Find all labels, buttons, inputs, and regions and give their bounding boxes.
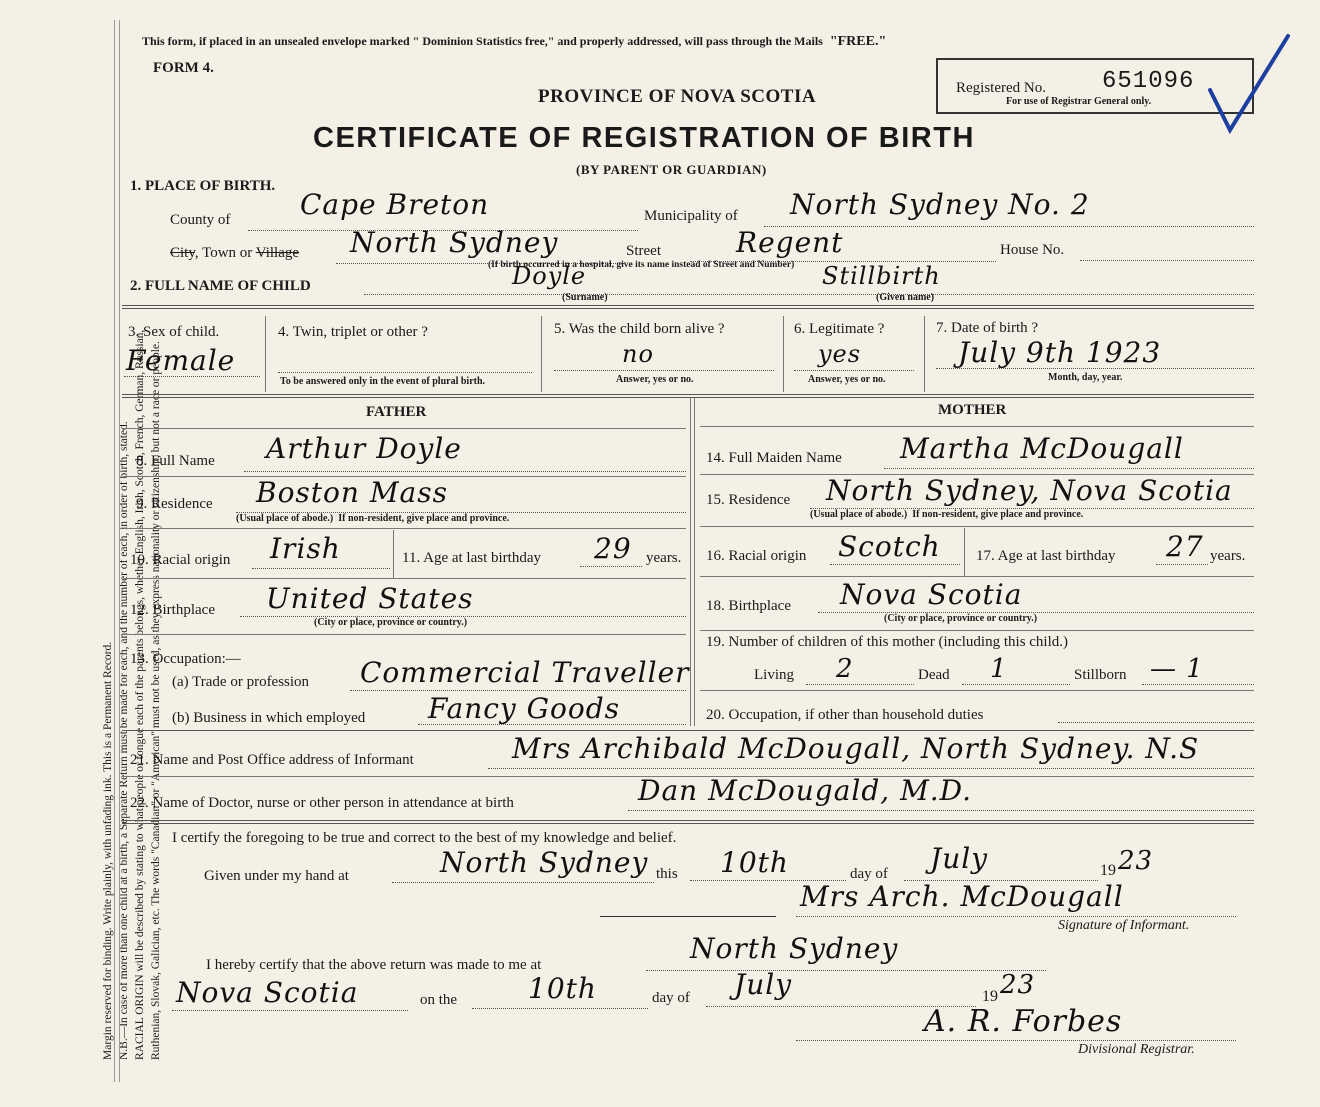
father-trade-value: Commercial Traveller: [360, 656, 690, 689]
binding-line-2: [119, 20, 120, 1082]
stillborn-value: — 1: [1150, 654, 1204, 684]
given-place-line: [392, 882, 654, 883]
divider-4: [122, 820, 1254, 824]
dob-label: 7. Date of birth ?: [936, 320, 1039, 336]
father-row-rule-4: [124, 634, 686, 635]
given-name-caption: (Given name): [876, 292, 935, 303]
registrar-year-prefix: 19: [982, 988, 998, 1005]
row3-sep-2: [541, 316, 542, 392]
divider-1: [122, 305, 1254, 309]
place-of-birth-label: 1. PLACE OF BIRTH.: [130, 178, 276, 194]
binding-line-1: [114, 20, 115, 1082]
province-heading: PROVINCE OF NOVA SCOTIA: [538, 86, 817, 107]
registrar-signature-line: [796, 1040, 1236, 1041]
town-value: North Sydney: [350, 226, 559, 259]
given-dayof-label: day of: [850, 866, 888, 882]
alive-note: Answer, yes or no.: [616, 374, 694, 385]
registrar-province-line: [172, 1010, 408, 1011]
mother-birthplace-value: Nova Scotia: [840, 578, 1023, 611]
father-trade-label: (a) Trade or profession: [172, 674, 310, 690]
given-under-hand-label: Given under my hand at: [204, 868, 349, 884]
father-years-label: years.: [646, 550, 682, 566]
margin-line-1: Margin reserved for binding. Write plainly, with unfading ink. This is a Permanent Record.: [102, 641, 114, 1060]
county-label: County of: [170, 212, 231, 228]
living-label: Living: [754, 667, 794, 683]
legitimate-label: 6. Legitimate ?: [794, 321, 885, 337]
father-row-rule-3: [124, 578, 686, 579]
mother-residence-value: North Sydney, Nova Scotia: [826, 474, 1233, 507]
postal-note: [142, 34, 886, 50]
given-place-value: North Sydney: [440, 846, 649, 879]
father-age-label: 11. Age at last birthday: [402, 550, 541, 566]
house-label: House No.: [1000, 242, 1065, 258]
hospital-note: (If birth occurred in a hospital, give its name instead of Street and Number): [488, 260, 795, 270]
sex-line: [124, 376, 260, 377]
mother-age-line: [1156, 564, 1208, 565]
sex-label: 3. Sex of child.: [128, 324, 220, 340]
informant-value: Mrs Archibald McDougall, North Sydney. N.S: [512, 732, 1200, 765]
signature-blank-line: [600, 916, 776, 917]
mother-age-label: 17. Age at last birthday: [976, 548, 1116, 564]
city-town-village-label: [170, 245, 299, 262]
informant-line: [488, 768, 1254, 769]
column-divider-a: [690, 398, 691, 726]
father-race-label: 10. Racial origin: [130, 552, 231, 568]
mother-race-label: 16. Racial origin: [706, 548, 807, 564]
registrar-place-line: [646, 970, 1046, 971]
father-age-value: 29: [594, 532, 632, 565]
mother-occupation-line: [1058, 722, 1254, 723]
father-business-value: Fancy Goods: [428, 692, 621, 725]
legitimate-value: yes: [818, 340, 862, 368]
registrar-on-the: on the: [420, 992, 458, 1008]
father-residence-note: [236, 513, 509, 524]
municipality-label: Municipality of: [644, 208, 738, 224]
town-label: , Town or: [194, 245, 253, 261]
alive-line: [554, 370, 774, 371]
informant-signature-caption: Signature of Informant.: [1058, 918, 1190, 933]
father-residence-value: Boston Mass: [256, 476, 448, 509]
certificate-subtitle: (BY PARENT OR GUARDIAN): [576, 162, 767, 177]
father-race-sep: [393, 530, 394, 578]
margin-line-4: Ruthenian, Slovak, Galician, etc. The words "Canadian" or "American" must not be used, as they express nationality or citizenship, but not a race or people.: [150, 341, 162, 1060]
row3-sep-4: [924, 316, 925, 392]
father-heading-rule: [124, 428, 686, 429]
sex-value: Female: [126, 344, 236, 377]
dead-line: [962, 684, 1070, 685]
certify-text: I certify the foregoing to be true and correct to the best of my knowledge and belief.: [172, 830, 677, 846]
living-line: [806, 684, 914, 685]
father-birthplace-label: 12. Birthplace: [130, 602, 215, 618]
given-year-prefix: 19: [1100, 862, 1116, 879]
mother-residence-note: [810, 509, 1083, 520]
registrar-note: For use of Registrar General only.: [1006, 96, 1152, 107]
twin-line: [278, 372, 532, 373]
registrar-province-value: Nova Scotia: [176, 976, 359, 1009]
certificate-title: CERTIFICATE OF REGISTRATION OF BIRTH: [313, 122, 975, 154]
doctor-line: [628, 810, 1254, 811]
alive-label: 5. Was the child born alive ?: [554, 321, 725, 337]
registrar-day-value: 10th: [528, 972, 597, 1005]
living-value: 2: [836, 654, 854, 684]
hereby-certify-text: I hereby certify that the above return was made to me at: [206, 957, 542, 973]
mother-heading: MOTHER: [938, 402, 1007, 418]
divider-2: [122, 394, 1254, 398]
child-name-label: 2. FULL NAME OF CHILD: [130, 278, 311, 294]
stillborn-line: [1142, 684, 1254, 685]
father-residence-note-a: (Usual place of abode.): [236, 513, 334, 524]
postal-note-text: This form, if placed in an unsealed envelope marked " Dominion Statistics free," and properly addressed, will pass through the Mails: [142, 34, 823, 48]
dob-value: July 9th 1923: [958, 336, 1162, 369]
informant-signature-line: [796, 916, 1236, 917]
registrar-dayof-label: day of: [652, 990, 690, 1006]
mother-age-value: 27: [1166, 530, 1204, 563]
mother-occupation-label: 20. Occupation, if other than household duties: [706, 707, 984, 723]
house-line: [1080, 260, 1254, 261]
village-label: Village: [255, 245, 300, 261]
street-value: Regent: [736, 226, 844, 259]
mother-race-sep: [964, 528, 965, 576]
given-name-value: Stillbirth: [822, 262, 941, 290]
father-birthplace-value: United States: [266, 582, 474, 615]
mother-name-line: [884, 468, 1254, 469]
stillborn-label: Stillborn: [1074, 667, 1127, 683]
registered-number: 651096: [1102, 68, 1195, 95]
mother-residence-note-a: (Usual place of abode.): [810, 509, 908, 520]
father-birthplace-note: (City or place, province or country.): [314, 617, 468, 628]
check-mark-icon: [1200, 30, 1295, 140]
mother-heading-rule: [700, 426, 1254, 427]
mother-name-value: Martha McDougall: [900, 432, 1184, 465]
mother-row-rule-5: [700, 690, 1254, 691]
dob-line: [936, 368, 1254, 369]
registrar-day-line: [472, 1008, 648, 1009]
mother-residence-label: 15. Residence: [706, 492, 791, 508]
column-divider-b: [694, 398, 695, 726]
mother-race-value: Scotch: [838, 530, 941, 563]
mother-years-label: years.: [1210, 548, 1246, 564]
street-label: Street: [626, 243, 661, 259]
postal-free: "FREE.": [829, 34, 887, 49]
child-name-line: [364, 294, 1254, 295]
mother-name-label: 14. Full Maiden Name: [706, 450, 842, 466]
mother-birthplace-label: 18. Birthplace: [706, 598, 791, 614]
registered-label: Registered No.: [956, 80, 1046, 96]
father-heading: FATHER: [366, 404, 427, 420]
registrar-year-value: 23: [1000, 970, 1036, 1000]
municipality-value: North Sydney No. 2: [790, 188, 1090, 221]
registrar-signature: A. R. Forbes: [924, 1004, 1123, 1039]
father-name-line: [244, 471, 686, 472]
alive-value: no: [622, 340, 654, 368]
registrar-signature-caption: Divisional Registrar.: [1078, 1042, 1195, 1057]
twin-note: To be answered only in the event of plural birth.: [280, 376, 486, 387]
father-residence-label: 9. Residence: [136, 496, 213, 512]
father-row-rule-2: [124, 528, 686, 529]
father-residence-note-b: If non-resident, give place and province.: [338, 513, 510, 524]
father-name-value: Arthur Doyle: [266, 432, 462, 465]
dob-note: Month, day, year.: [1048, 372, 1123, 383]
father-business-label: (b) Business in which employed: [172, 710, 366, 726]
twin-label: 4. Twin, triplet or other ?: [278, 324, 428, 340]
informant-label: 21. Name and Post Office address of Informant: [130, 752, 414, 768]
father-name-label: 8. Full Name: [136, 453, 215, 469]
registrar-month-value: July: [734, 968, 793, 1001]
doctor-label: 22. Name of Doctor, nurse or other person in attendance at birth: [130, 795, 514, 811]
doctor-value: Dan McDougald, M.D.: [638, 774, 972, 807]
margin-line-2: N.B.—In case of more than one child at a birth, a Separate Return must be made for each, and the number of each, in order of birth, stated.: [118, 421, 130, 1060]
legitimate-note: Answer, yes or no.: [808, 374, 886, 385]
form-number: FORM 4.: [153, 60, 214, 76]
given-day-value: 10th: [720, 846, 789, 879]
registrar-place-value: North Sydney: [690, 932, 899, 965]
dead-label: Dead: [918, 667, 950, 683]
mother-row-rule-2: [700, 526, 1254, 527]
margin-line-3: RACIAL ORIGIN will be described by stating to what people or tongue each of the parents belongs, whether English, Irish, Scotch, French, German, Russian,: [134, 329, 146, 1060]
given-month-value: July: [930, 842, 989, 875]
county-value: Cape Breton: [300, 188, 490, 221]
dead-value: 1: [990, 654, 1008, 684]
row3-sep-1: [265, 316, 266, 392]
father-occupation-label: 13. Occupation:—: [130, 651, 241, 667]
mother-row-rule-4: [700, 630, 1254, 631]
father-trade-line: [350, 690, 686, 691]
row3-sep-3: [783, 316, 784, 392]
father-race-line: [252, 568, 390, 569]
legitimate-line: [794, 370, 914, 371]
given-year-value: 23: [1118, 846, 1154, 876]
margin-instructions: [100, 0, 164, 1060]
surname-caption: (Surname): [562, 292, 608, 303]
mother-birthplace-note: (City or place, province or country.): [884, 613, 1038, 624]
city-label: City: [170, 245, 195, 261]
mother-children-label: 19. Number of children of this mother (including this child.): [706, 634, 1069, 650]
father-race-value: Irish: [270, 532, 341, 565]
mother-residence-note-b: If non-resident, give place and province.: [912, 509, 1084, 520]
divider-3: [122, 730, 1254, 731]
this-label: this: [656, 866, 678, 882]
father-age-line: [580, 566, 642, 567]
mother-row-rule-3: [700, 576, 1254, 577]
informant-signature: Mrs Arch. McDougall: [800, 880, 1124, 913]
surname-value: Doyle: [512, 262, 587, 290]
mother-race-line: [830, 564, 960, 565]
